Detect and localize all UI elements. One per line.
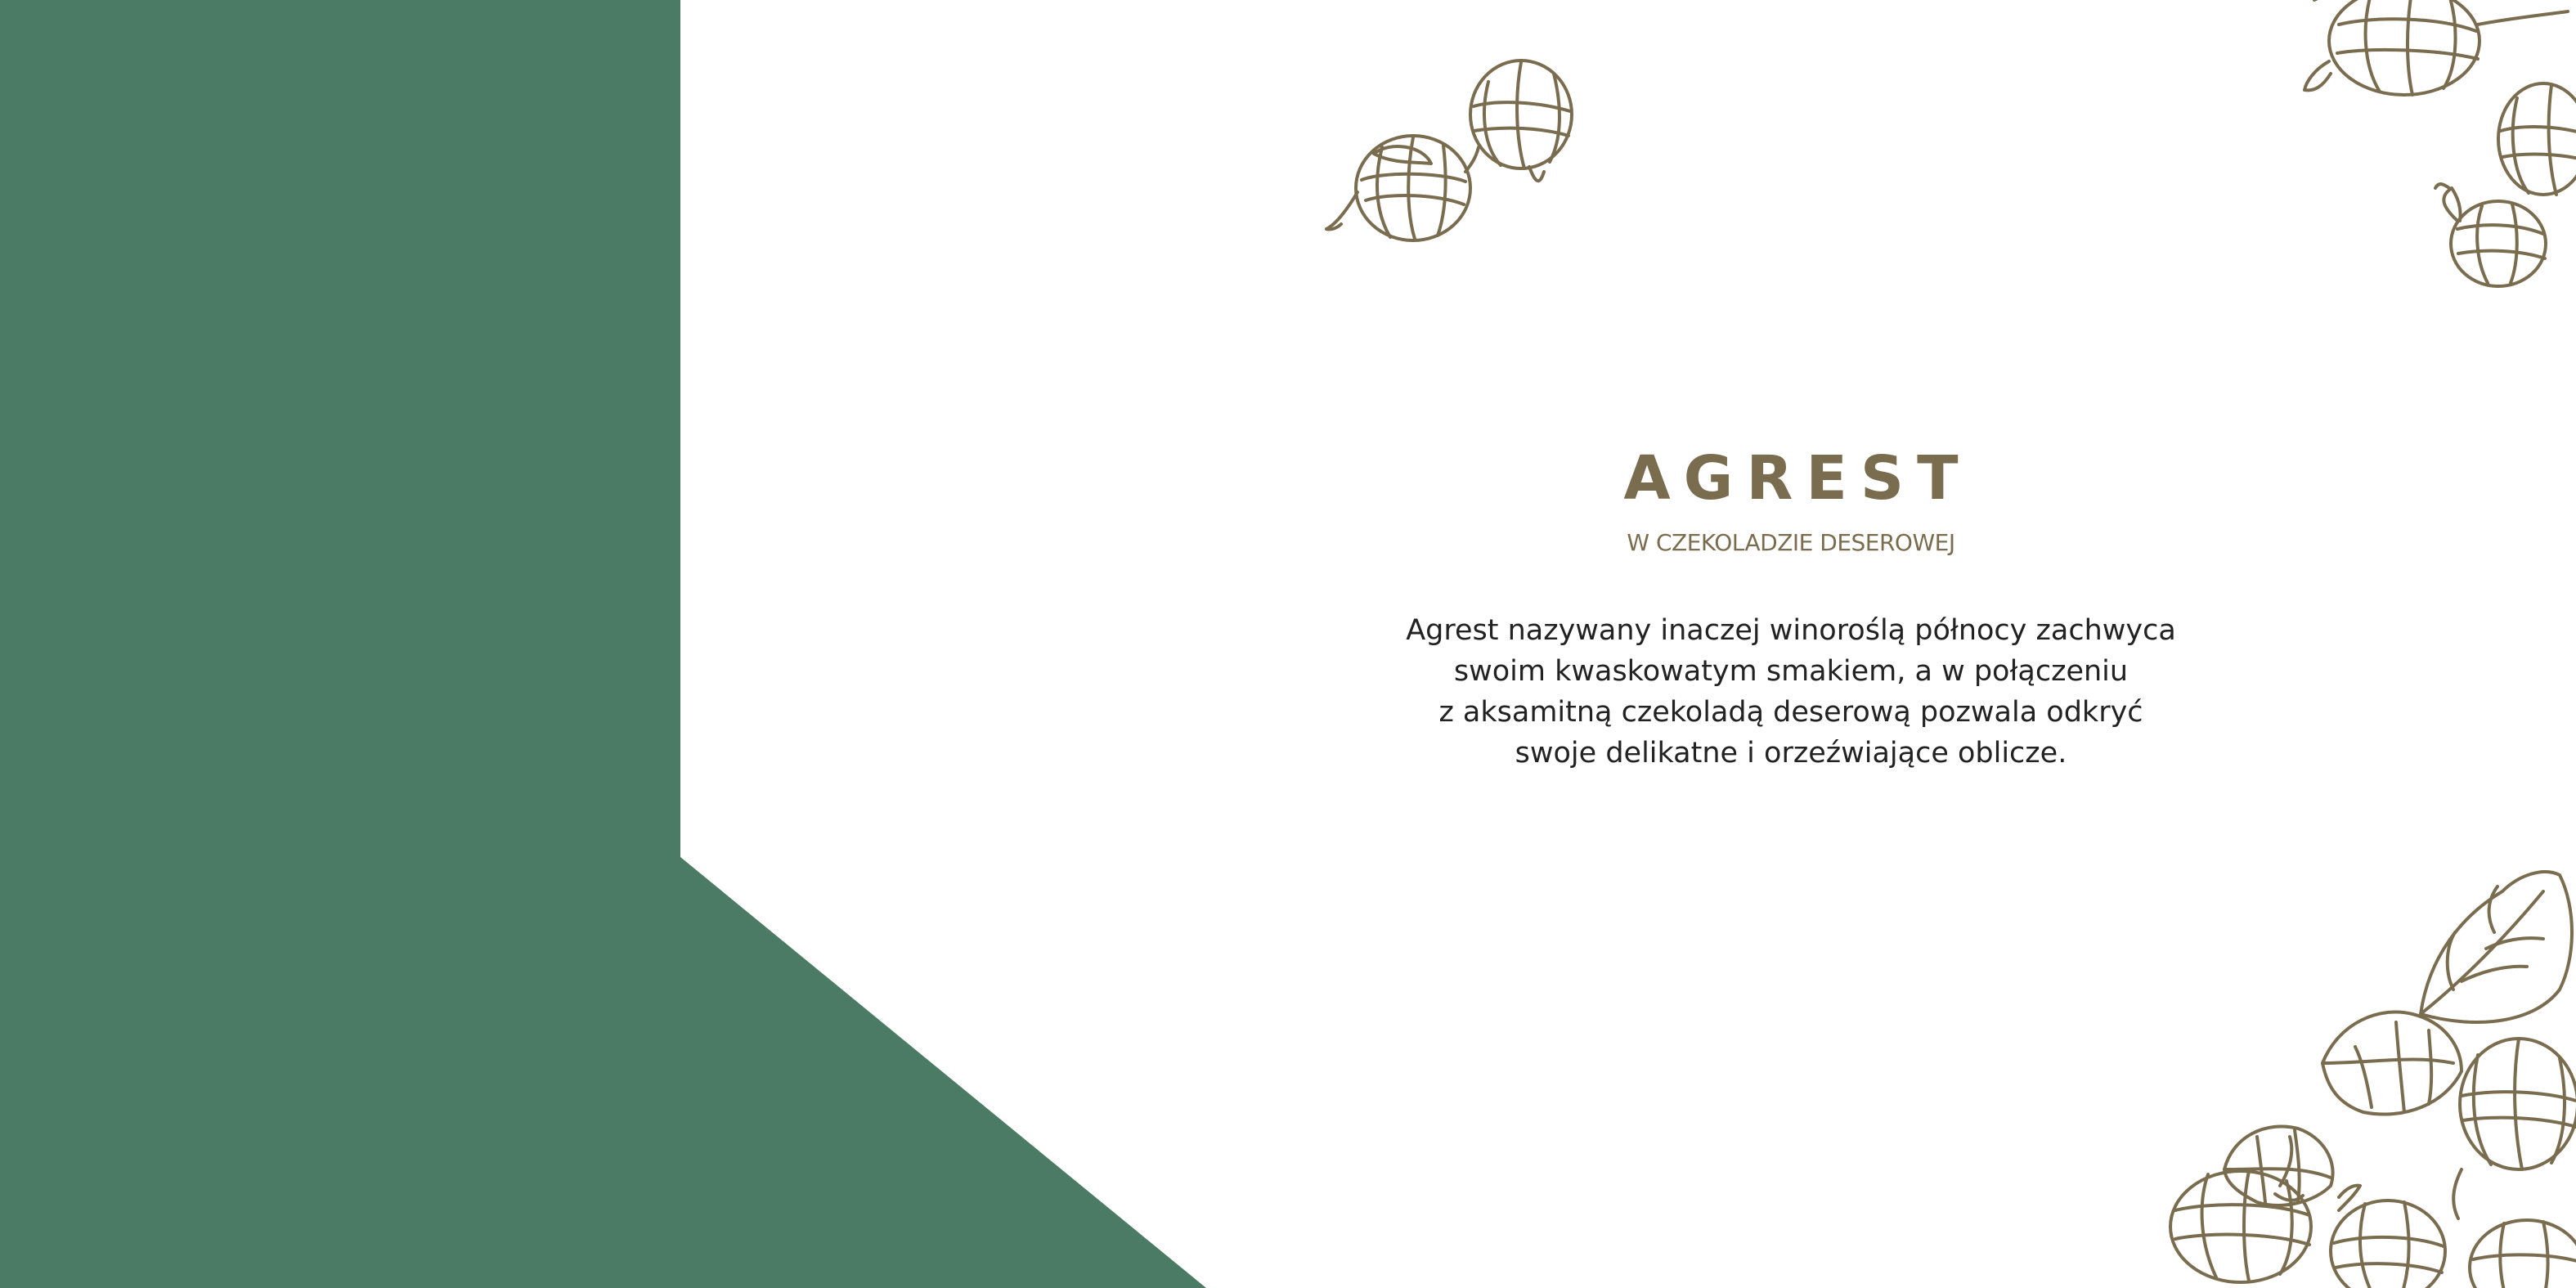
gooseberry-icon	[2304, 0, 2568, 95]
description-line: Agrest nazywany inaczej winoroślą północy zachwyca	[1406, 614, 2176, 647]
product-description	[1374, 610, 2208, 774]
gooseberry-leaf-icon	[2421, 872, 2572, 1022]
product-subtitle: W CZEKOLADZIE DESEROWEJ	[1627, 529, 1955, 556]
gooseberry-icon	[1326, 136, 1470, 240]
gooseberry-icon	[1465, 61, 1572, 181]
description-line: swoim kwaskowatym smakiem, a w połączeniu	[1453, 655, 2129, 688]
gooseberry-icon	[2331, 1186, 2445, 1288]
product-description-block	[1374, 442, 2208, 774]
green-shape	[0, 0, 1206, 1288]
gooseberry-leaf-icon	[2322, 1012, 2462, 1115]
product-title: AGREST	[1623, 443, 1972, 514]
gooseberry-icon	[2170, 1137, 2311, 1282]
gooseberry-icon	[2498, 83, 2576, 195]
gooseberry-icon	[2435, 184, 2546, 286]
gooseberry-icon	[2453, 1039, 2576, 1218]
gooseberry-cluster-illustration	[2298, 0, 2576, 311]
gooseberry-icon	[2470, 1220, 2576, 1288]
description-line: swoje delikatne i orzeźwiające oblicze.	[1515, 737, 2067, 770]
gooseberry-leaf-icon	[2224, 1126, 2333, 1205]
gooseberry-pair-illustration	[1325, 49, 1595, 262]
description-line: z aksamitną czekoladą deserową pozwala odkryć	[1438, 696, 2143, 729]
gooseberry-branch-illustration	[2134, 859, 2576, 1288]
